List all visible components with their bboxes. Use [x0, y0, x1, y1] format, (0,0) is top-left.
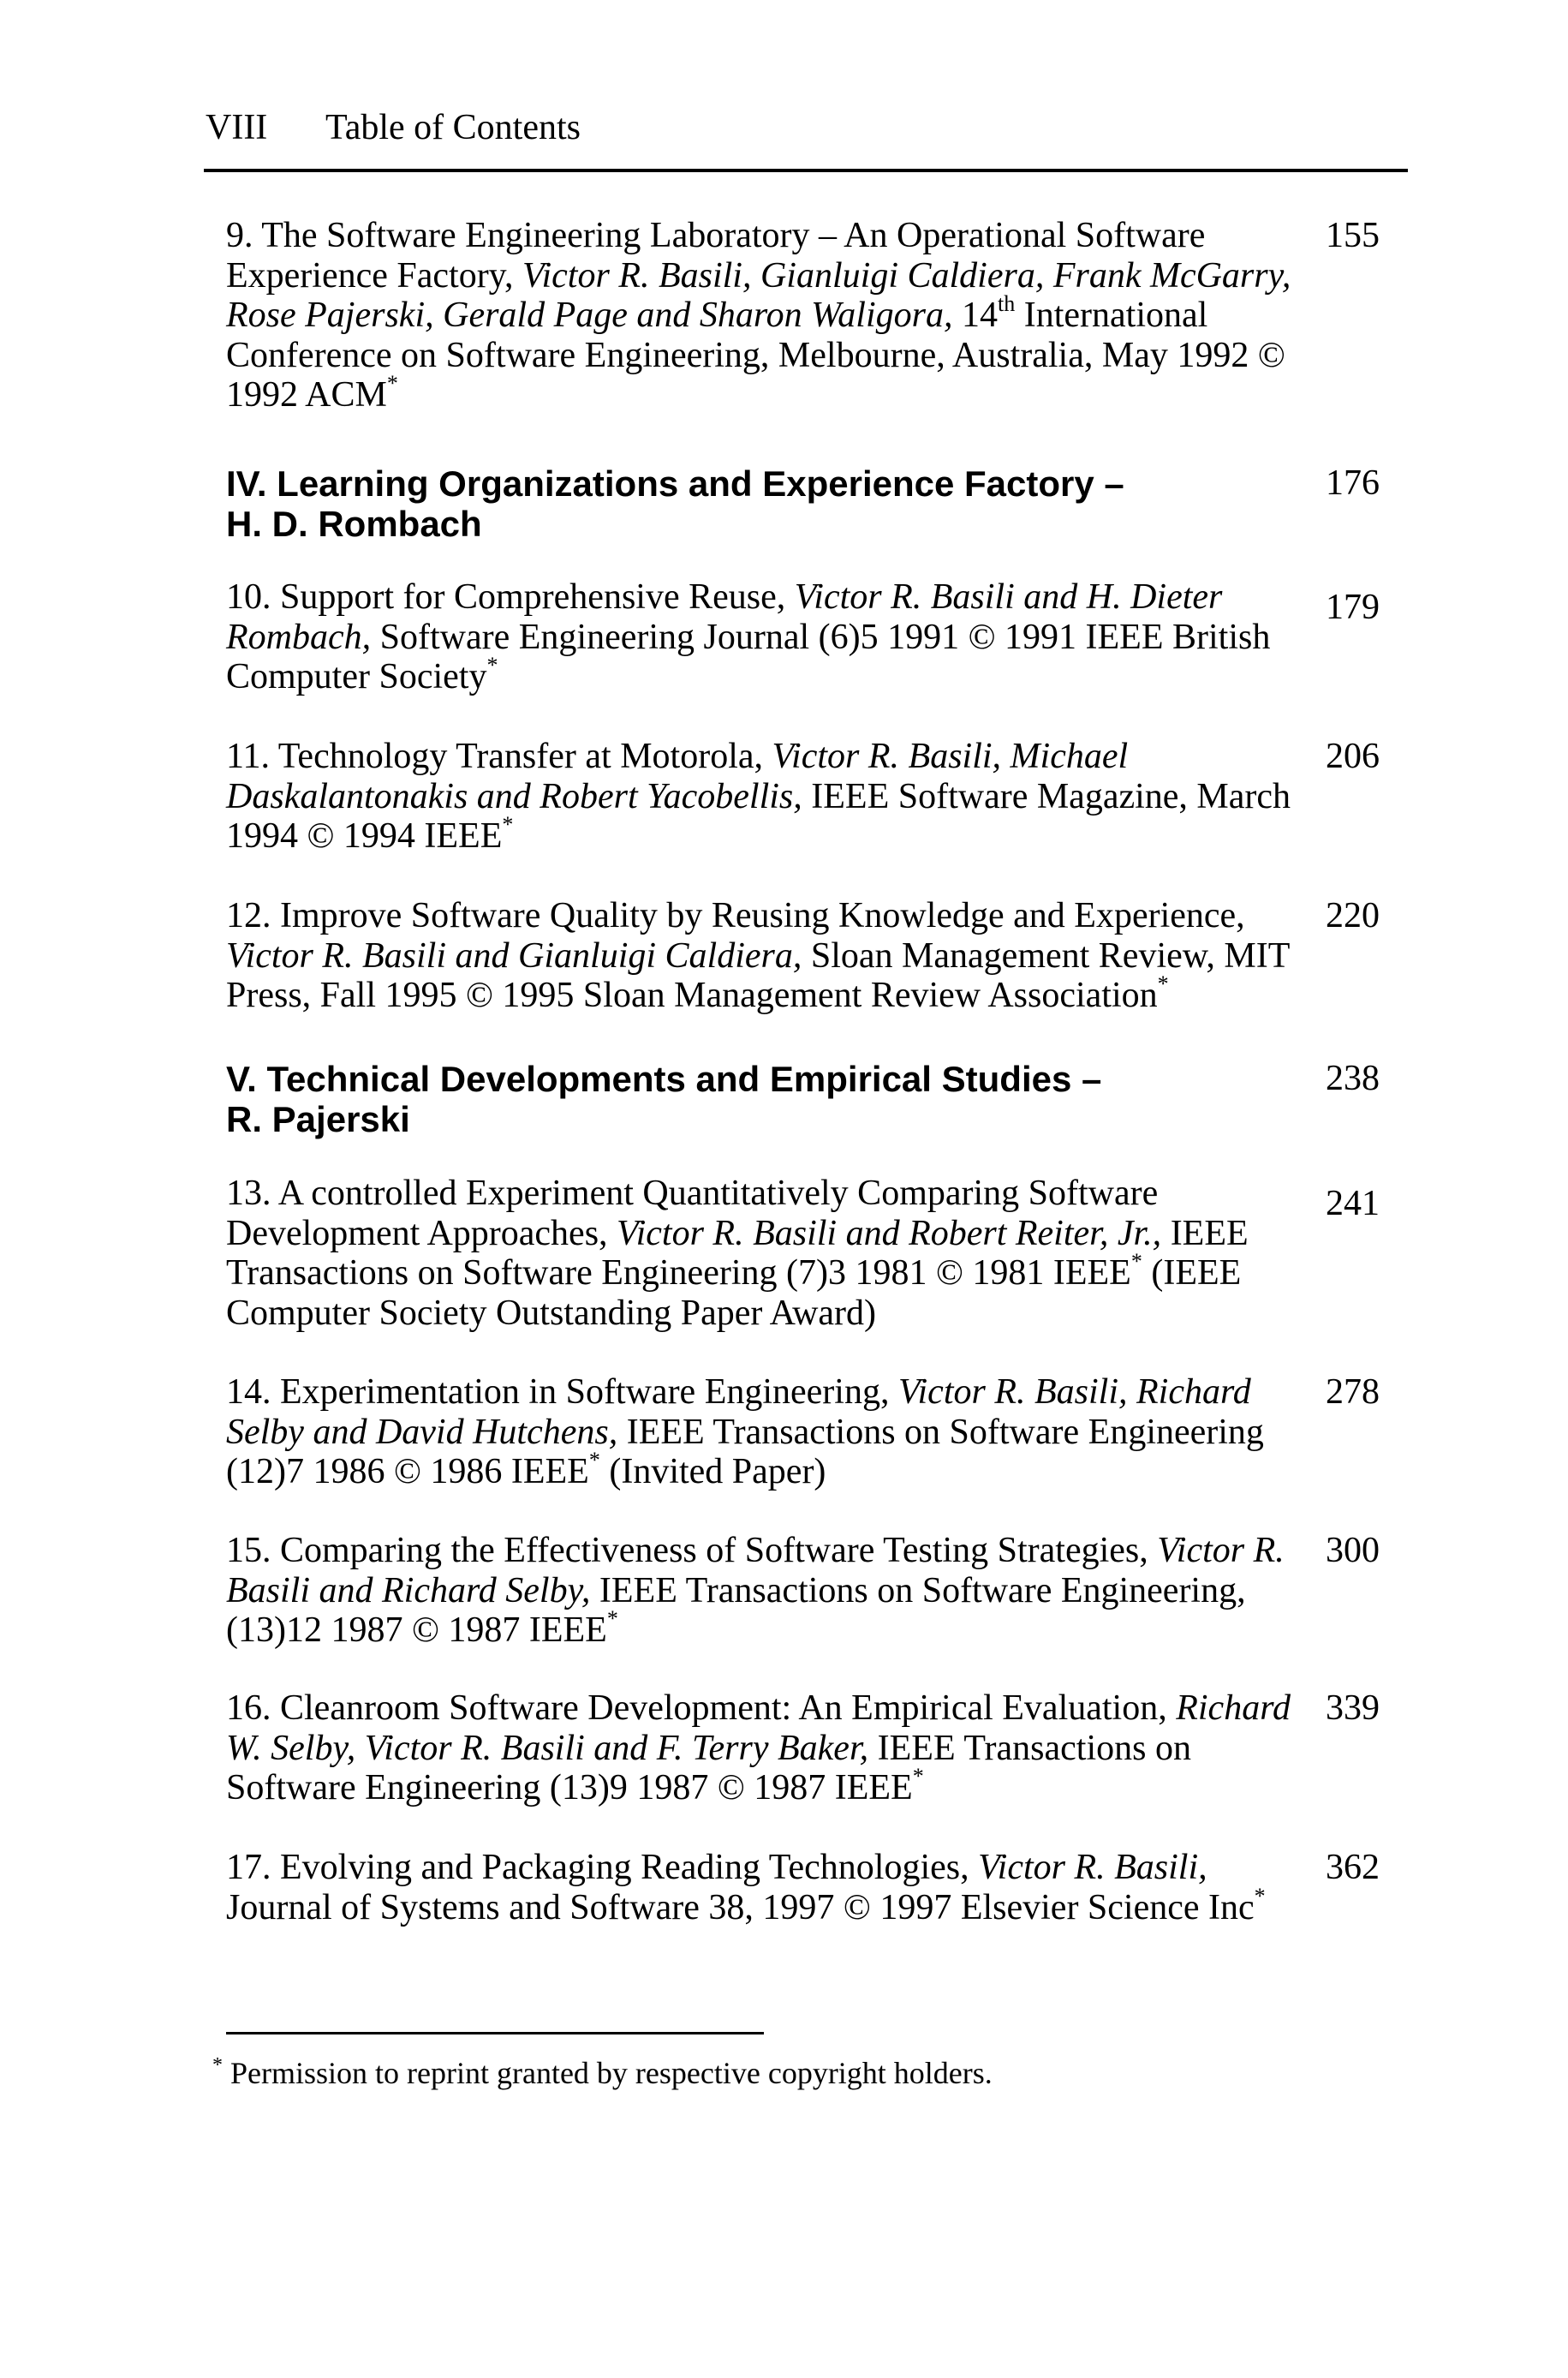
entry-title: Experimentation in Software Engineering, — [280, 1372, 890, 1412]
venue-ordinal: 14 — [962, 296, 998, 335]
permission-mark: * — [386, 371, 398, 396]
header-rule — [204, 169, 1408, 172]
permission-mark: * — [1157, 971, 1169, 996]
entry-title: Comparing the Effectiveness of Software Testing Strategies, — [280, 1531, 1148, 1570]
entry-venue: Sloan Management Review, MIT Press, Fall 1995 © 1995 Sloan Management Review Association — [226, 935, 1290, 1015]
entry-number: 14. — [226, 1372, 271, 1412]
entry-venue: IEEE Software Magazine, March 1994 © 1994 IEEE — [226, 776, 1291, 856]
footnote-mark: * — [212, 2054, 223, 2076]
permission-mark: * — [486, 653, 498, 678]
entry-page: 241 — [1326, 1184, 1380, 1223]
permission-mark: * — [912, 1764, 924, 1789]
entry-venue: IEEE Transactions on Software Engineering, (13)12 1987 © 1987 IEEE — [226, 1570, 1246, 1650]
permission-mark: * — [588, 1448, 600, 1473]
toc-entry-10[interactable] — [226, 577, 1305, 697]
running-title: Table of Contents — [325, 108, 581, 147]
entry-number: 11. — [226, 737, 270, 776]
toc-entry-16[interactable] — [226, 1688, 1305, 1808]
entry-title: Technology Transfer at Motorola, — [277, 737, 764, 776]
entry-venue: IEEE Transactions on Software Engineering (13)9 1987 © 1987 IEEE — [226, 1728, 1191, 1807]
entry-authors: Victor R. Basili, — [978, 1848, 1207, 1887]
entry-venue: Software Engineering Journal (6)5 1991 © 1991 IEEE British Computer Society — [226, 617, 1271, 696]
entry-authors: Victor R. Basili and Robert Reiter, Jr., — [617, 1213, 1162, 1253]
entry-number: 15. — [226, 1531, 271, 1570]
entry-title: Cleanroom Software Development: An Empirical Evaluation, — [280, 1688, 1167, 1728]
entry-page: 179 — [1326, 588, 1380, 627]
entry-authors: Victor R. Basili, Richard Selby and David Hutchens, — [226, 1372, 1251, 1452]
entry-page: 278 — [1326, 1372, 1380, 1412]
entry-authors: Victor R. Basili and Gianluigi Caldiera, — [226, 935, 802, 976]
entry-title: Support for Comprehensive Reuse, — [280, 577, 786, 617]
entry-number: 12. — [226, 896, 271, 935]
section-title: V. Technical Developments and Empirical Studies – — [226, 1059, 1102, 1099]
entry-title: A controlled Experiment Quantitatively Comparing Software Development Approaches, — [226, 1174, 1159, 1253]
entry-number: 10. — [226, 577, 271, 617]
entry-number: 9. — [226, 216, 253, 255]
entry-title: Evolving and Packaging Reading Technologies, — [280, 1848, 969, 1887]
section-title: IV. Learning Organizations and Experience Factory – — [226, 463, 1124, 504]
toc-entry-12[interactable] — [226, 896, 1305, 1016]
toc-entry-13[interactable] — [226, 1174, 1305, 1333]
entry-number: 13. — [226, 1174, 271, 1213]
section-editor: R. Pajerski — [226, 1099, 410, 1139]
entry-title: The Software Engineering Laboratory – An Operational Software Experience Factory, — [226, 216, 1206, 296]
entry-page: 206 — [1326, 737, 1380, 776]
entry-title: Improve Software Quality by Reusing Knowledge and Experience, — [280, 896, 1245, 935]
entry-page: 220 — [1326, 896, 1380, 935]
entry-authors: Victor R. Basili, Michael Daskalantonakis and Robert Yacobellis, — [226, 737, 1129, 816]
entry-page: 339 — [1326, 1688, 1380, 1728]
entry-venue: Journal of Systems and Software 38, 1997 © 1997 Elsevier Science Inc — [226, 1887, 1255, 1927]
entry-authors: Victor R. Basili and H. Dieter Rombach, — [226, 577, 1223, 657]
footnote — [212, 2056, 993, 2090]
permission-mark: * — [502, 812, 514, 837]
entry-note: (Invited Paper) — [609, 1452, 826, 1491]
running-header — [206, 110, 581, 146]
entry-venue: International Conference on Software Engineering, Melbourne, Australia, May 1992 © 1992 ACM — [226, 296, 1285, 415]
permission-mark: * — [1130, 1249, 1142, 1274]
entry-number: 17. — [226, 1848, 271, 1887]
entry-note: (IEEE Computer Society Outstanding Paper Award) — [226, 1253, 1242, 1333]
toc-entry-15[interactable] — [226, 1531, 1305, 1651]
section-editor: H. D. Rombach — [226, 504, 482, 544]
entry-number: 16. — [226, 1688, 271, 1728]
entry-page: 362 — [1326, 1848, 1380, 1887]
toc-entry-11[interactable] — [226, 737, 1305, 857]
entry-page: 300 — [1326, 1531, 1380, 1570]
permission-mark: * — [606, 1606, 618, 1631]
footnote-rule — [226, 2032, 764, 2034]
page-number: VIII — [206, 108, 268, 147]
entry-authors: Victor R. Basili, Gianluigi Caldiera, Frank McGarry, Rose Pajerski, Gerald Page and Sharon Waligora, — [226, 255, 1291, 335]
entry-authors: Richard W. Selby, Victor R. Basili and F. Terry Baker, — [226, 1688, 1291, 1768]
entry-page: 155 — [1326, 216, 1380, 255]
section-page: 176 — [1326, 463, 1380, 503]
entry-venue: IEEE Transactions on Software Engineering (7)3 1981 © 1981 IEEE — [226, 1213, 1249, 1293]
entry-venue: IEEE Transactions on Software Engineering (12)7 1986 © 1986 IEEE — [226, 1412, 1264, 1491]
toc-entry-9[interactable] — [226, 216, 1305, 415]
toc-entry-17[interactable] — [226, 1848, 1305, 1927]
venue-ordinal-suffix: th — [998, 291, 1016, 316]
entry-authors: Victor R. Basili and Richard Selby, — [226, 1531, 1285, 1610]
footnote-text: Permission to reprint granted by respective copyright holders. — [230, 2056, 993, 2090]
permission-mark: * — [1254, 1883, 1266, 1909]
section-page: 238 — [1326, 1059, 1380, 1098]
toc-entry-14[interactable] — [226, 1372, 1305, 1492]
section-heading-v[interactable] — [226, 1059, 1305, 1139]
section-heading-iv[interactable] — [226, 463, 1305, 544]
